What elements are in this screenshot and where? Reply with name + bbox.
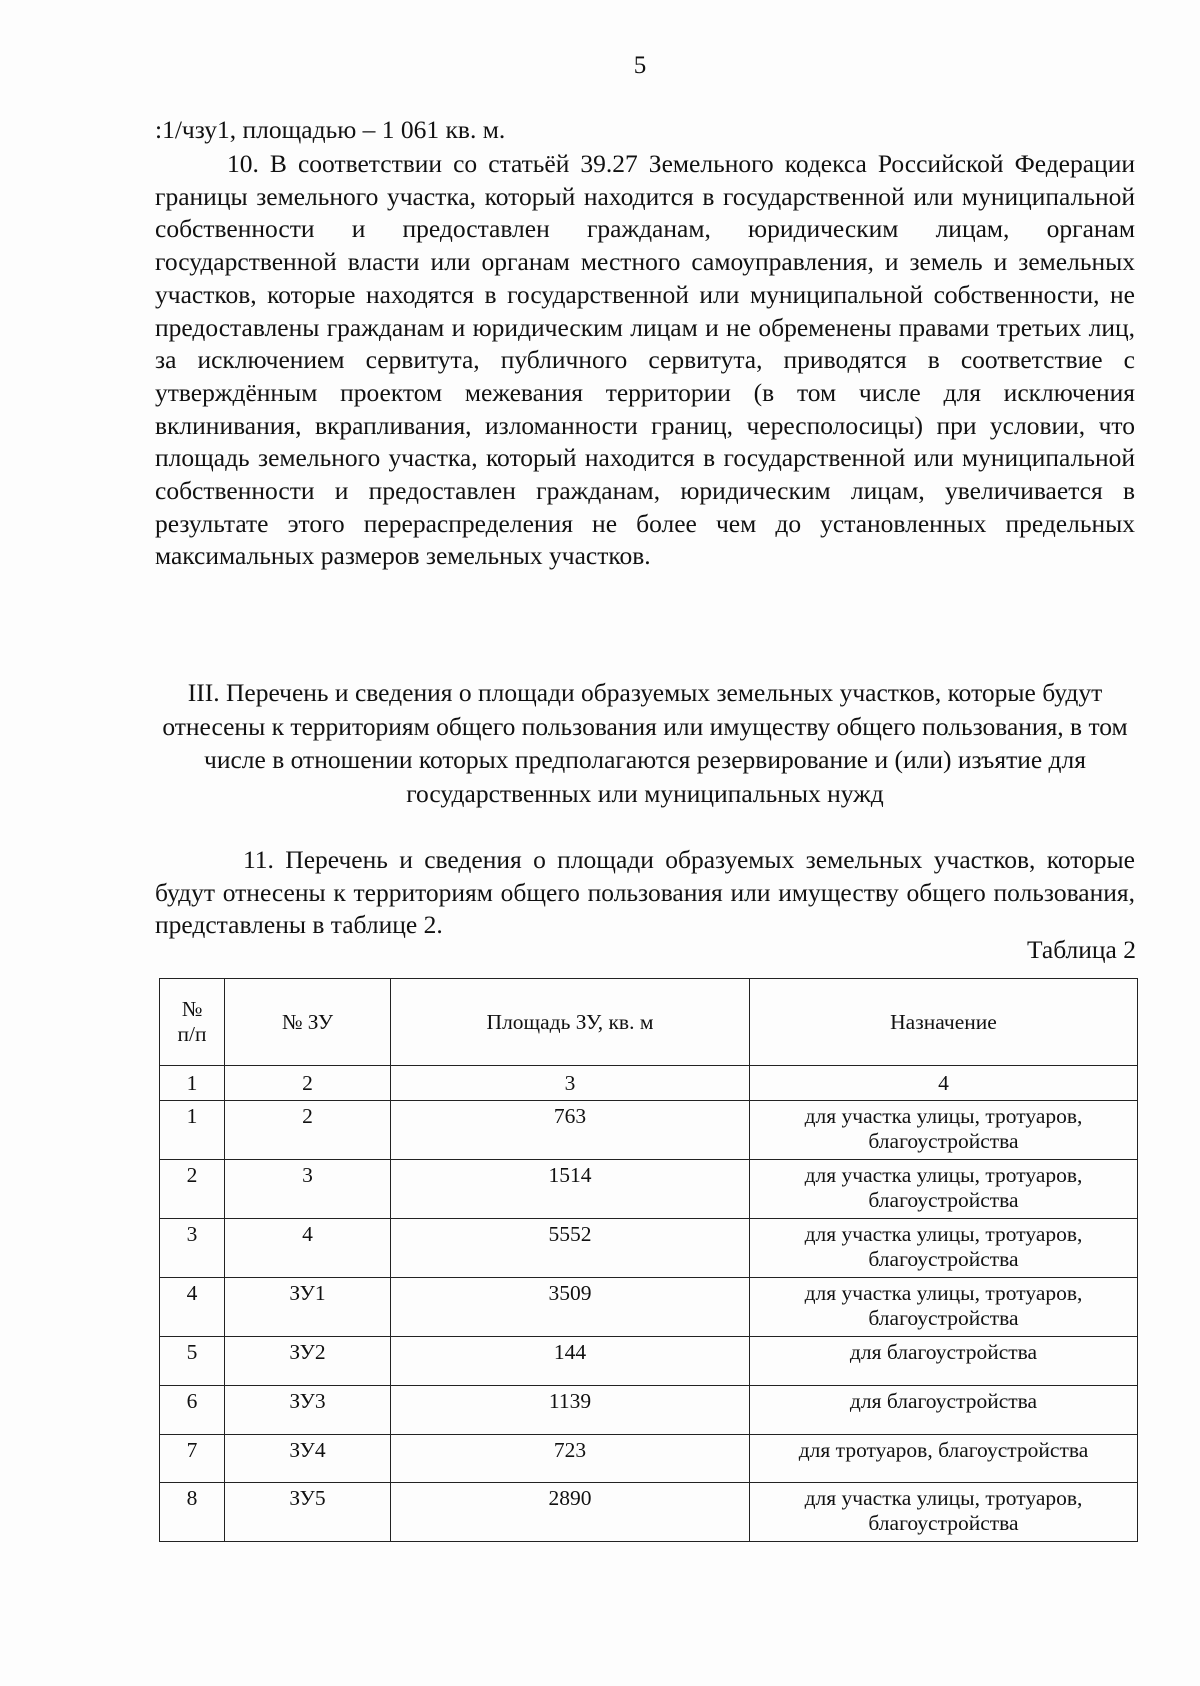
cell-zu: ЗУ2 <box>225 1337 391 1386</box>
cell-purpose: для участка улицы, тротуаров, благоустройства <box>750 1160 1138 1219</box>
cell-zu: ЗУ4 <box>225 1435 391 1483</box>
paragraph-10: 10. В соответствии со статьёй 39.27 Земельного кодекса Российской Федерации границы земельного участка, который находится в государственной или муниципальной собственности и предоставлен гражданам, юридическим лицам, органам государственной власти или органам местного самоуправления, и земель и земельных участков, которые находятся в государственной или муниципальной собственности, не предоставлены гражданам и юридическим лицам и не обременены правами третьих лиц, за исключением сервитута, публичного сервитута, приводятся в соответствие с утверждённым проектом межевания территории (в том числе для исключения вклинивания, вкрапливания, изломанности границ, чересполосицы) при условии, что площадь земельного участка, который находится в государственной или муниципальной собственности и предоставлен гражданам, юридическим лицам, увеличивается в результате этого перераспределения не более чем до установленных предельных максимальных размеров земельных участков. <box>155 149 1135 571</box>
cell-purpose: для участка улицы, тротуаров, благоустройства <box>750 1483 1138 1542</box>
header-zu: № ЗУ <box>225 979 391 1066</box>
cell-zu: ЗУ3 <box>225 1386 391 1435</box>
table-row <box>160 1219 1138 1278</box>
land-plots-table <box>159 978 1138 1542</box>
page-number: 5 <box>633 52 647 79</box>
table-row <box>160 1337 1138 1386</box>
cell-purpose: для тротуаров, благоустройства <box>750 1435 1138 1483</box>
header-num-line2: п/п <box>177 1022 207 1046</box>
table-body <box>160 1066 1138 1542</box>
cell-zu: 2 <box>225 1101 391 1160</box>
header-area: Площадь ЗУ, кв. м <box>391 979 750 1066</box>
cell-num: 1 <box>160 1101 225 1160</box>
section-heading: III. Перечень и сведения о площади образуемых земельных участков, которые будут отнесены к территориям общего пользования или имуществу общего пользования, в том числе в отношении которых предполагаются резервирование и (или) изъятие для государственных или муниципальных нужд <box>162 678 1128 808</box>
index-cell: 4 <box>750 1066 1138 1101</box>
cell-purpose: для благоустройства <box>750 1337 1138 1386</box>
index-cell: 1 <box>160 1066 225 1101</box>
table-row <box>160 1483 1138 1542</box>
cell-zu: ЗУ5 <box>225 1483 391 1542</box>
cell-num: 7 <box>160 1435 225 1483</box>
cell-area: 3509 <box>391 1278 750 1337</box>
cell-num: 6 <box>160 1386 225 1435</box>
paragraph-11: 11. Перечень и сведения о площади образуемых земельных участков, которые будут отнесены к территориям общего пользования или имуществу общего пользования, представлены в таблице 2. <box>155 845 1135 940</box>
cell-num: 5 <box>160 1337 225 1386</box>
table-header <box>160 979 1138 1066</box>
index-cell: 2 <box>225 1066 391 1101</box>
header-num-line1: № <box>181 997 203 1021</box>
cell-area: 2890 <box>391 1483 750 1542</box>
cell-num: 2 <box>160 1160 225 1219</box>
cell-purpose: для благоустройства <box>750 1386 1138 1435</box>
cell-num: 8 <box>160 1483 225 1542</box>
table-header-row <box>160 979 1138 1066</box>
continuation-line: :1/чзу1, площадью – 1 061 кв. м. <box>155 115 506 144</box>
cell-area: 144 <box>391 1337 750 1386</box>
cell-zu: ЗУ1 <box>225 1278 391 1337</box>
table-caption: Таблица 2 <box>1026 935 1136 964</box>
header-purpose: Назначение <box>750 979 1138 1066</box>
cell-purpose: для участка улицы, тротуаров, благоустройства <box>750 1278 1138 1337</box>
cell-area: 5552 <box>391 1219 750 1278</box>
table-row <box>160 1278 1138 1337</box>
cell-zu: 3 <box>225 1160 391 1219</box>
cell-area: 1139 <box>391 1386 750 1435</box>
table-index-row <box>160 1066 1138 1101</box>
table-row <box>160 1101 1138 1160</box>
cell-zu: 4 <box>225 1219 391 1278</box>
table-row <box>160 1386 1138 1435</box>
cell-area: 1514 <box>391 1160 750 1219</box>
cell-purpose: для участка улицы, тротуаров, благоустройства <box>750 1101 1138 1160</box>
table-row <box>160 1160 1138 1219</box>
cell-area: 723 <box>391 1435 750 1483</box>
header-num <box>160 979 225 1066</box>
cell-purpose: для участка улицы, тротуаров, благоустройства <box>750 1219 1138 1278</box>
cell-num: 4 <box>160 1278 225 1337</box>
index-cell: 3 <box>391 1066 750 1101</box>
cell-area: 763 <box>391 1101 750 1160</box>
cell-num: 3 <box>160 1219 225 1278</box>
table-row <box>160 1435 1138 1483</box>
